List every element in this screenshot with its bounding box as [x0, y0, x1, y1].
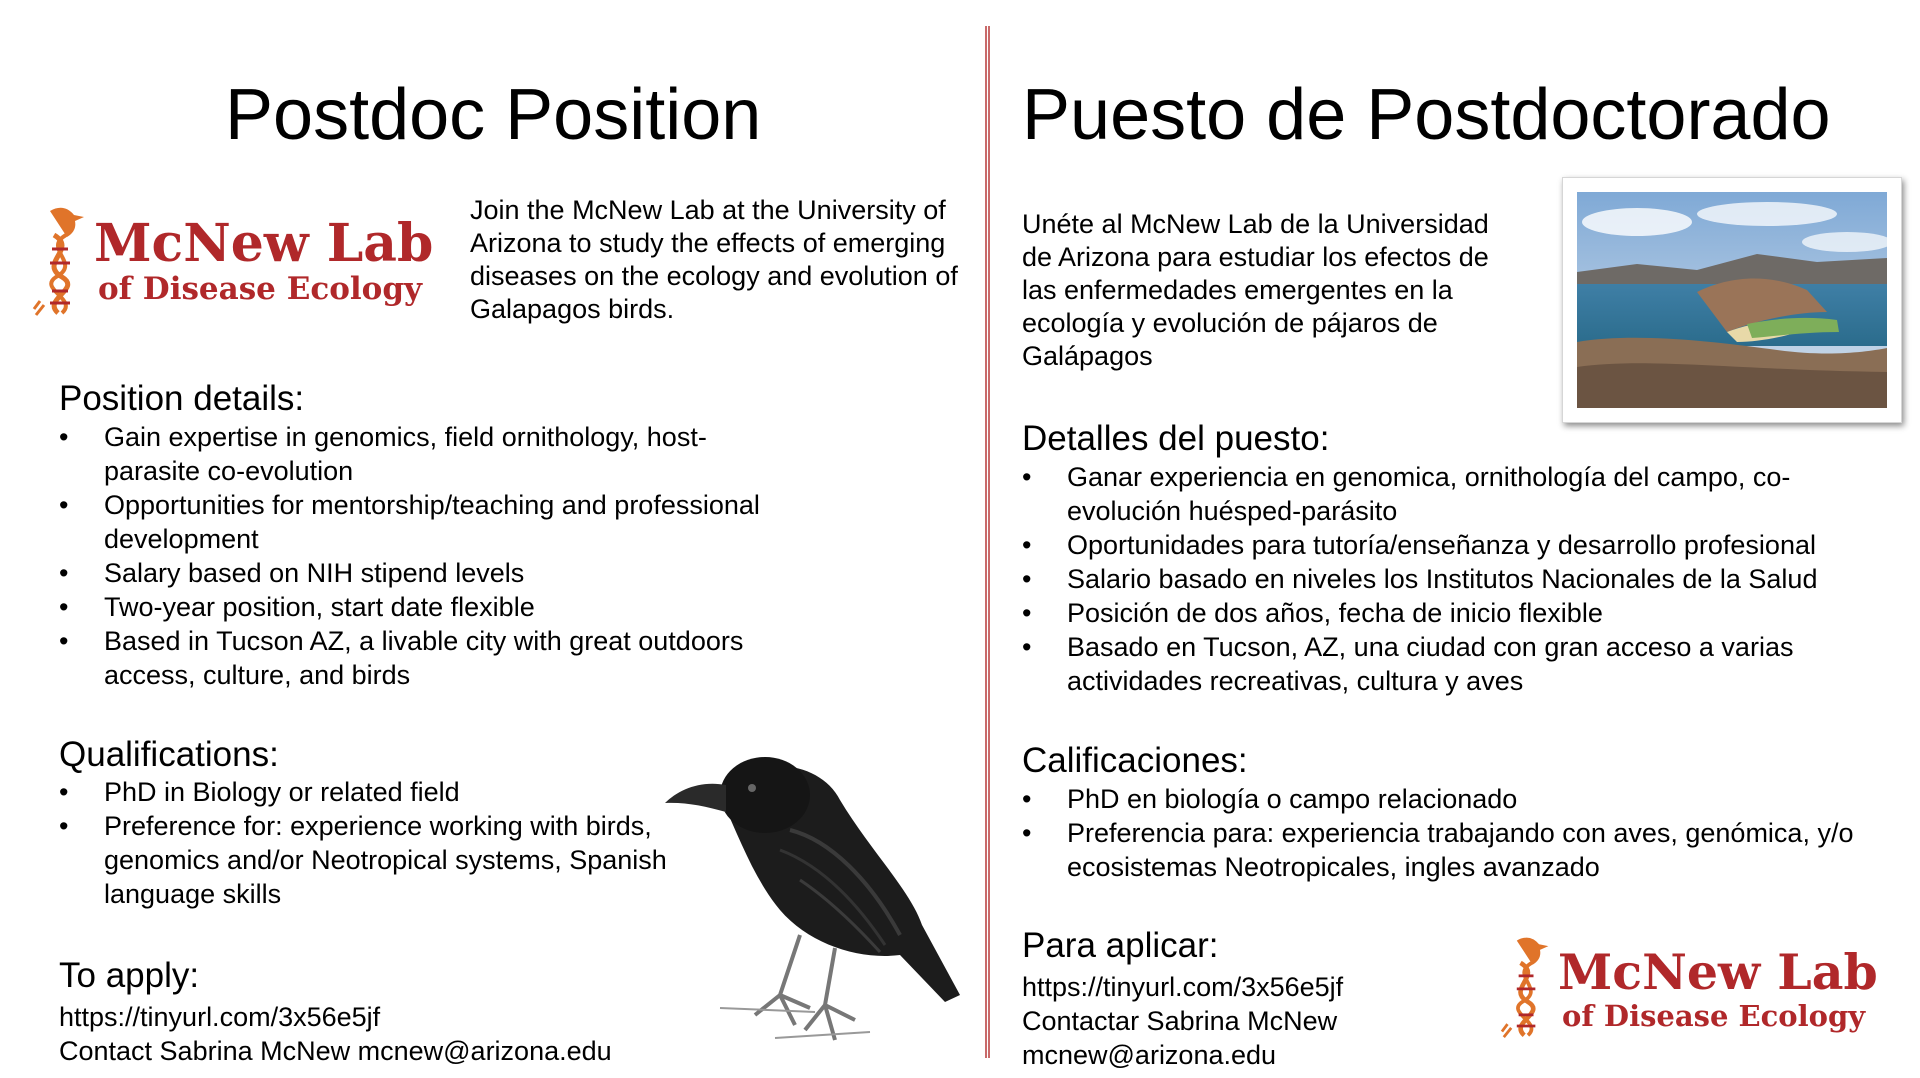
- finch-illustration: [660, 740, 970, 1060]
- page-title-es: Puesto de Postdoctorado: [1022, 75, 1831, 155]
- list-item: • Ganar experiencia en genomica, ornithología del campo, co-evolución huésped-parásito: [1022, 460, 1882, 528]
- dna-bird-icon: [1500, 935, 1554, 1039]
- list-item: • Based in Tucson AZ, a livable city with great outdoors access, culture, and birds: [59, 624, 779, 692]
- details-list-en: [59, 420, 779, 692]
- apply-heading-en: To apply:: [59, 956, 200, 995]
- apply-url-en[interactable]: https://tinyurl.com/3x56e5jf: [59, 1002, 381, 1032]
- list-item: • Gain expertise in genomics, field ornithology, host-parasite co-evolution: [59, 420, 779, 488]
- apply-heading-es: Para aplicar:: [1022, 926, 1219, 965]
- qualifications-heading-en: Qualifications:: [59, 735, 279, 774]
- list-item: • Salario basado en niveles los Institutos Nacionales de la Salud: [1022, 562, 1882, 596]
- details-list-es: [1022, 460, 1882, 698]
- list-item: • Posición de dos años, fecha de inicio flexible: [1022, 596, 1882, 630]
- logo-subtitle-es: of Disease Ecology: [1562, 999, 1866, 1033]
- list-item: • Basado en Tucson, AZ, una ciudad con gran acceso a varias actividades recreativas, cultura y aves: [1022, 630, 1882, 698]
- apply-url-es[interactable]: https://tinyurl.com/3x56e5jf: [1022, 972, 1344, 1002]
- logo-subtitle-en: of Disease Ecology: [98, 271, 423, 307]
- page-title-en: Postdoc Position: [225, 75, 762, 155]
- list-item: • PhD in Biology or related field: [59, 775, 709, 809]
- qualifications-heading-es: Calificaciones:: [1022, 741, 1248, 780]
- dna-bird-icon: [32, 205, 90, 317]
- apply-contact-en: Contact Sabrina McNew mcnew@arizona.edu: [59, 1036, 612, 1066]
- apply-email-es: mcnew@arizona.edu: [1022, 1040, 1277, 1070]
- list-item: • Preferencia para: experiencia trabajando con aves, genómica, y/o ecosistemas Neotropicales, ingles avanzado: [1022, 816, 1902, 884]
- intro-text-es: Unéte al McNew Lab de la Universidad de Arizona para estudiar los efectos de las enfermedades emergentes en la ecología y evolución de pájaros de Galápagos: [1022, 209, 1489, 371]
- logo-title-es: McNew Lab: [1558, 943, 1878, 1001]
- list-item: • PhD en biología o campo relacionado: [1022, 782, 1902, 816]
- list-item: • Salary based on NIH stipend levels: [59, 556, 779, 590]
- details-heading-en: Position details:: [59, 379, 305, 418]
- lab-logo-es: [1500, 935, 1900, 1045]
- center-divider: [985, 26, 990, 1058]
- apply-contact-es: Contactar Sabrina McNew: [1022, 1006, 1338, 1036]
- list-item: • Oportunidades para tutoría/enseñanza y desarrollo profesional: [1022, 528, 1882, 562]
- qualifications-list-en: [59, 775, 709, 911]
- lab-logo-en: [32, 205, 452, 325]
- galapagos-landscape-photo: [1562, 177, 1902, 423]
- details-heading-es: Detalles del puesto:: [1022, 419, 1330, 458]
- intro-text-en: Join the McNew Lab at the University of Arizona to study the effects of emerging diseases on the ecology and evolution of Galapagos birds.: [470, 195, 958, 324]
- landscape-image: [1577, 192, 1887, 408]
- qualifications-list-es: [1022, 782, 1902, 884]
- list-item: • Two-year position, start date flexible: [59, 590, 779, 624]
- logo-title-en: McNew Lab: [94, 213, 434, 274]
- list-item: • Opportunities for mentorship/teaching and professional development: [59, 488, 779, 556]
- list-item: • Preference for: experience working with birds, genomics and/or Neotropical systems, Spanish language skills: [59, 809, 709, 911]
